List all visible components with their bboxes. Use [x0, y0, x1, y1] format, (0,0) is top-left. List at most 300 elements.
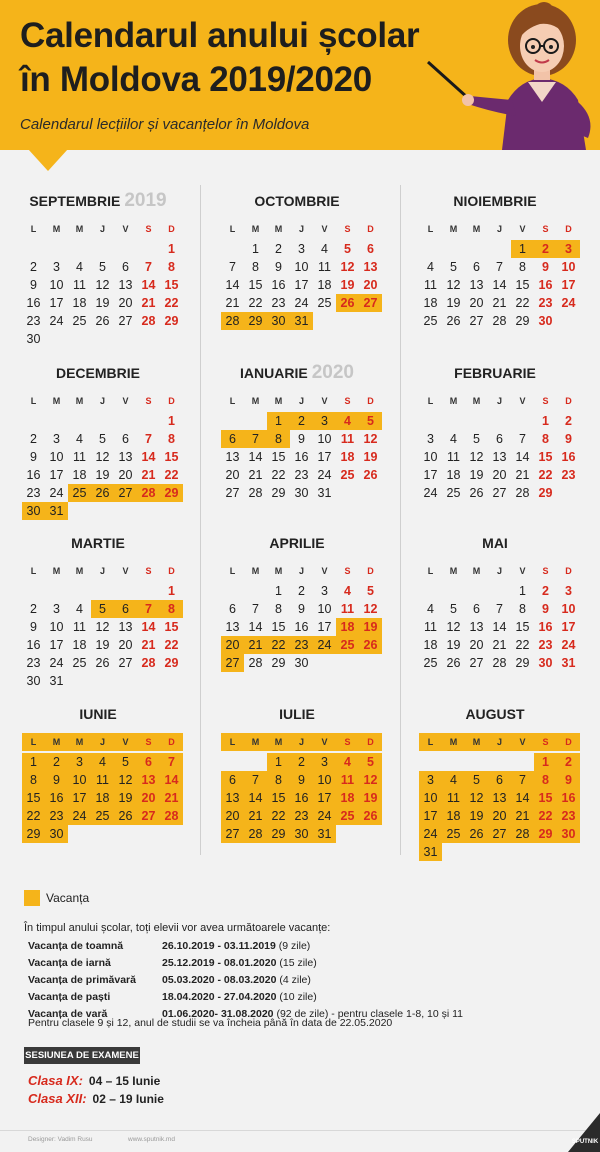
month-nioiembrie: [405, 190, 585, 355]
day-cell: 16: [290, 789, 313, 807]
day-cell: 10: [49, 620, 64, 634]
day-cell: 1: [519, 584, 526, 598]
weekday-label: L: [30, 396, 37, 406]
month-label: IULIE: [279, 706, 315, 722]
day-cell: 18: [91, 789, 114, 807]
day-cell: 21: [492, 638, 507, 652]
day-cell: 13: [221, 789, 244, 807]
day-cell: 28: [141, 314, 156, 328]
day-cell: 24: [68, 807, 91, 825]
weekday-label: J: [298, 224, 304, 234]
day-cell: 21: [225, 296, 240, 310]
month-name: [207, 532, 387, 554]
day-cell: 17: [49, 638, 64, 652]
weekday-label: M: [449, 396, 458, 406]
day-cell: 5: [359, 412, 382, 430]
day-cell: 25: [423, 656, 438, 670]
day-cell: 11: [73, 278, 86, 292]
day-cell: 16: [26, 638, 41, 652]
weekday-label: S: [344, 396, 351, 406]
day-cell: 8: [519, 260, 526, 274]
weekday-label: V: [511, 733, 534, 751]
month-martie: [8, 532, 188, 697]
day-cell: 4: [427, 602, 434, 616]
day-cell: 14: [492, 620, 507, 634]
day-cell: 26: [446, 656, 461, 670]
day-cell: 4: [427, 260, 434, 274]
day-cell: 23: [290, 636, 313, 654]
day-cell: 2: [290, 753, 313, 771]
day-cell: 16: [294, 620, 309, 634]
day-cell: 22: [164, 468, 179, 482]
day-cell: 17: [313, 789, 336, 807]
weekday-label: L: [22, 733, 45, 751]
site-credit: www.sputnik.md: [128, 1136, 175, 1143]
day-cell: 15: [22, 789, 45, 807]
day-cell: 5: [465, 771, 488, 789]
day-cell: 5: [114, 753, 137, 771]
day-cell: 16: [561, 450, 576, 464]
vacation-dates: [162, 955, 317, 972]
day-cell: 23: [538, 638, 553, 652]
day-cell: 31: [45, 502, 68, 520]
day-cell: 15: [538, 450, 553, 464]
weekday-label: M: [52, 396, 61, 406]
day-cell: 26: [359, 636, 382, 654]
weekday-label: L: [229, 566, 236, 576]
day-cell: 8: [168, 432, 175, 446]
day-cell: 7: [145, 432, 152, 446]
day-cell: 3: [565, 584, 572, 598]
day-cell: 17: [68, 789, 91, 807]
day-cell: 29: [538, 486, 553, 500]
graduation-note: Pentru clasele 9 și 12, anul de studii se va încheia până în data de 22.05.2020: [28, 1017, 393, 1029]
day-cell: 23: [538, 296, 553, 310]
day-cell: 8: [22, 771, 45, 789]
day-cell: 29: [244, 312, 267, 330]
day-cell: 18: [340, 450, 355, 464]
day-cell: 19: [359, 618, 382, 636]
page-title: [20, 14, 419, 102]
day-cell: 13: [118, 620, 133, 634]
weekday-label: D: [565, 396, 572, 406]
day-cell: 21: [141, 468, 156, 482]
day-cell: 8: [267, 771, 290, 789]
weekday-label: M: [472, 566, 481, 576]
day-cell: 1: [22, 753, 45, 771]
month-name: [405, 190, 585, 212]
day-cell: 23: [561, 468, 576, 482]
day-cell: 21: [515, 468, 530, 482]
day-cell: 4: [450, 432, 457, 446]
weekday-label: S: [344, 566, 351, 576]
month-ianuarie: [207, 362, 387, 527]
day-cell: 15: [164, 278, 179, 292]
weekday-label: D: [565, 224, 572, 234]
exam-row: [28, 1090, 164, 1108]
day-cell: 19: [114, 789, 137, 807]
day-cell: 10: [313, 771, 336, 789]
day-cell: 29: [515, 314, 530, 328]
day-cell: 11: [336, 771, 359, 789]
day-cell: 15: [248, 278, 263, 292]
vacation-name: Vacanța de paști: [28, 991, 111, 1003]
day-cell: 2: [30, 260, 37, 274]
day-cell: 7: [496, 260, 503, 274]
exam-session-tag: SESIUNEA DE EXAMENE: [24, 1047, 140, 1064]
day-cell: 8: [275, 602, 282, 616]
day-cell: 1: [168, 584, 175, 598]
day-cell: 14: [141, 620, 156, 634]
day-cell: 2: [298, 584, 305, 598]
day-cell: 14: [248, 450, 263, 464]
day-cell: 21: [492, 296, 507, 310]
day-cell: 6: [137, 753, 160, 771]
day-cell: 28: [160, 807, 183, 825]
day-cell: 24: [313, 636, 336, 654]
day-cell: 30: [538, 656, 553, 670]
day-cell: 23: [26, 656, 41, 670]
day-cell: 12: [363, 432, 378, 446]
month-mai: [405, 532, 585, 697]
day-cell: 10: [294, 260, 309, 274]
day-cell: 6: [229, 602, 236, 616]
day-cell: 30: [290, 825, 313, 843]
day-cell: 30: [294, 486, 309, 500]
day-cell: 8: [267, 430, 290, 448]
vacation-duration: (92 de zile) - pentru clasele 1-8, 10 și 11: [273, 1008, 464, 1020]
day-cell: 11: [424, 620, 437, 634]
weekday-label: S: [145, 224, 152, 234]
day-cell: 23: [45, 807, 68, 825]
day-cell: 6: [114, 600, 137, 618]
day-cell: 10: [561, 260, 576, 274]
weekday-label: V: [122, 396, 129, 406]
weekday-label: M: [244, 733, 267, 751]
vacation-date-range: 18.04.2020 - 27.04.2020: [162, 991, 277, 1003]
day-cell: 18: [336, 789, 359, 807]
weekday-label: S: [145, 566, 152, 576]
vacation-duration: (4 zile): [276, 974, 311, 986]
vacation-legend-swatch: [24, 890, 40, 906]
day-cell: 5: [99, 432, 106, 446]
day-cell: 9: [30, 278, 37, 292]
weekday-label: D: [168, 566, 175, 576]
day-cell: 7: [496, 602, 503, 616]
day-cell: 10: [561, 602, 576, 616]
weekday-label: J: [496, 224, 502, 234]
weekday-label: S: [534, 733, 557, 751]
month-iulie: [207, 703, 387, 868]
day-cell: 31: [49, 674, 64, 688]
day-cell: 18: [336, 618, 359, 636]
weekday-label: M: [75, 224, 84, 234]
day-cell: 20: [221, 636, 244, 654]
month-label: MAI: [482, 535, 508, 551]
day-cell: 27: [118, 656, 133, 670]
day-cell: 17: [561, 278, 576, 292]
weekday-label: M: [465, 733, 488, 751]
day-cell: 29: [271, 656, 286, 670]
day-cell: 9: [45, 771, 68, 789]
day-cell: 3: [53, 260, 60, 274]
day-cell: 14: [244, 789, 267, 807]
weekday-label: M: [267, 733, 290, 751]
day-cell: 9: [30, 620, 37, 634]
vacation-name: Vacanța de vară: [28, 1008, 108, 1020]
day-cell: 1: [168, 242, 175, 256]
month-label: OCTOMBRIE: [254, 193, 340, 209]
day-cell: 21: [141, 638, 156, 652]
weekday-label: J: [298, 566, 304, 576]
weekday-label: J: [496, 566, 502, 576]
day-cell: 3: [68, 753, 91, 771]
day-cell: 22: [538, 468, 553, 482]
day-cell: 13: [225, 450, 240, 464]
day-cell: 13: [363, 260, 378, 274]
column-divider: [400, 185, 401, 855]
weekday-label: J: [99, 224, 105, 234]
day-cell: 7: [145, 260, 152, 274]
weekday-label: M: [251, 566, 260, 576]
day-cell: 19: [469, 468, 484, 482]
day-cell: 12: [446, 620, 461, 634]
day-cell: 12: [446, 278, 461, 292]
month-name: [207, 703, 387, 725]
month-label: NIOIEMBRIE: [453, 193, 537, 209]
day-cell: 28: [248, 486, 263, 500]
day-cell: 14: [225, 278, 240, 292]
weekday-label: D: [557, 733, 580, 751]
day-cell: 1: [252, 242, 259, 256]
day-cell: 17: [561, 620, 576, 634]
day-cell: 25: [423, 314, 438, 328]
day-cell: 22: [271, 468, 286, 482]
day-cell: 18: [423, 296, 438, 310]
day-cell: 5: [359, 753, 382, 771]
day-cell: 24: [49, 314, 64, 328]
day-cell: 12: [95, 620, 110, 634]
day-cell: 24: [419, 825, 442, 843]
weekday-label: V: [321, 224, 328, 234]
day-cell: 11: [442, 789, 465, 807]
day-cell: 2: [565, 414, 572, 428]
weekday-label: M: [449, 566, 458, 576]
weekday-label: S: [145, 396, 152, 406]
vacation-name: Vacanța de primăvară: [28, 974, 136, 986]
day-cell: 4: [76, 432, 83, 446]
vacation-duration: (15 zile): [276, 957, 317, 969]
day-cell: 4: [336, 753, 359, 771]
day-cell: 22: [515, 638, 530, 652]
weekday-label: D: [367, 396, 374, 406]
month-label: IUNIE: [79, 706, 117, 722]
month-label: FEBRUARIE: [454, 365, 536, 381]
month-name: [8, 532, 188, 554]
day-cell: 19: [446, 296, 461, 310]
weekday-label: V: [321, 566, 328, 576]
vacation-dates: [162, 972, 311, 989]
weekday-label: D: [168, 396, 175, 406]
weekday-label: V: [313, 733, 336, 751]
day-cell: 9: [542, 260, 549, 274]
day-cell: 25: [442, 825, 465, 843]
day-cell: 19: [363, 450, 378, 464]
day-cell: 14: [248, 620, 263, 634]
day-cell: 2: [542, 584, 549, 598]
day-cell: 1: [542, 414, 549, 428]
weekday-label: V: [519, 566, 526, 576]
day-cell: 22: [22, 807, 45, 825]
weekday-label: M: [274, 396, 283, 406]
day-cell: 22: [267, 636, 290, 654]
day-cell: 7: [160, 753, 183, 771]
day-cell: 30: [557, 825, 580, 843]
day-cell: 7: [137, 600, 160, 618]
day-cell: 20: [225, 468, 240, 482]
day-cell: 9: [298, 602, 305, 616]
day-cell: 4: [76, 260, 83, 274]
weekday-label: S: [542, 566, 549, 576]
day-cell: 12: [95, 278, 110, 292]
logo-text: SPUTNIK: [571, 1139, 599, 1145]
weekday-label: L: [229, 396, 236, 406]
day-cell: 25: [91, 807, 114, 825]
month-august: [405, 703, 585, 868]
day-cell: 28: [511, 825, 534, 843]
day-cell: 21: [244, 636, 267, 654]
day-cell: 3: [53, 602, 60, 616]
weekday-label: J: [290, 733, 313, 751]
day-cell: 18: [317, 278, 332, 292]
weekday-label: S: [336, 733, 359, 751]
day-cell: 30: [538, 314, 553, 328]
month-year: 2019: [124, 190, 167, 211]
month-octombrie: [207, 190, 387, 355]
day-cell: 31: [561, 656, 576, 670]
day-cell: 22: [164, 296, 179, 310]
day-cell: 8: [534, 771, 557, 789]
vacation-date-range: 05.03.2020 - 08.03.2020: [162, 974, 277, 986]
weekday-label: S: [542, 224, 549, 234]
title-line-1: Calendarul anului școlar: [20, 16, 420, 55]
day-cell: 29: [160, 484, 183, 502]
day-cell: 28: [492, 656, 507, 670]
day-cell: 13: [118, 450, 133, 464]
day-cell: 2: [30, 602, 37, 616]
day-cell: 8: [168, 260, 175, 274]
weekday-label: J: [488, 733, 511, 751]
day-cell: 6: [221, 430, 244, 448]
weekday-label: L: [427, 224, 434, 234]
day-cell: 2: [45, 753, 68, 771]
day-cell: 10: [49, 278, 64, 292]
day-cell: 8: [160, 600, 183, 618]
day-cell: 17: [49, 468, 64, 482]
day-cell: 7: [244, 771, 267, 789]
weekday-label: M: [45, 733, 68, 751]
day-cell: 11: [447, 450, 460, 464]
day-cell: 18: [442, 807, 465, 825]
day-cell: 10: [423, 450, 438, 464]
day-cell: 9: [557, 771, 580, 789]
day-cell: 20: [363, 278, 378, 292]
month-label: APRILIE: [269, 535, 325, 551]
day-cell: 28: [492, 314, 507, 328]
day-cell: 21: [511, 807, 534, 825]
day-cell: 22: [164, 638, 179, 652]
day-cell: 18: [72, 468, 87, 482]
day-cell: 2: [275, 242, 282, 256]
day-cell: 13: [137, 771, 160, 789]
day-cell: 7: [252, 602, 259, 616]
day-cell: 30: [26, 674, 41, 688]
day-cell: 1: [275, 584, 282, 598]
day-cell: 16: [538, 620, 553, 634]
day-cell: 27: [488, 825, 511, 843]
day-cell: 13: [492, 450, 507, 464]
day-cell: 5: [473, 432, 480, 446]
vacation-duration: (9 zile): [275, 940, 311, 952]
day-cell: 20: [221, 807, 244, 825]
day-cell: 13: [118, 278, 133, 292]
month-name: [8, 362, 188, 384]
day-cell: 27: [221, 654, 244, 672]
weekday-label: J: [99, 566, 105, 576]
day-cell: 21: [160, 789, 183, 807]
day-cell: 8: [542, 432, 549, 446]
vacation-intro: În timpul anului școlar, toți elevii vor avea următoarele vacanțe:: [24, 922, 331, 934]
day-cell: 17: [317, 450, 332, 464]
weekday-label: M: [52, 566, 61, 576]
day-cell: 29: [164, 314, 179, 328]
calendar-grid: [0, 180, 600, 860]
day-cell: 16: [271, 278, 286, 292]
day-cell: 31: [313, 825, 336, 843]
day-cell: 18: [72, 296, 87, 310]
day-cell: 3: [313, 412, 336, 430]
day-cell: 26: [446, 314, 461, 328]
day-cell: 19: [446, 638, 461, 652]
month-aprilie: [207, 532, 387, 697]
day-cell: 29: [515, 656, 530, 670]
day-cell: 16: [45, 789, 68, 807]
day-cell: 28: [221, 312, 244, 330]
day-cell: 12: [465, 789, 488, 807]
day-cell: 9: [565, 432, 572, 446]
day-cell: 15: [271, 620, 286, 634]
day-cell: 17: [423, 468, 438, 482]
day-cell: 8: [252, 260, 259, 274]
day-cell: 28: [244, 825, 267, 843]
day-cell: 20: [137, 789, 160, 807]
weekday-label: V: [321, 396, 328, 406]
day-cell: 20: [118, 296, 133, 310]
day-cell: 12: [95, 450, 110, 464]
day-cell: 22: [534, 807, 557, 825]
teacher-illustration: [420, 0, 600, 150]
day-cell: 5: [450, 602, 457, 616]
day-cell: 24: [313, 807, 336, 825]
day-cell: 25: [72, 656, 87, 670]
month-name: [8, 190, 188, 212]
weekday-label: L: [30, 224, 37, 234]
exam-dates: 04 – 15 Iunie: [88, 1074, 161, 1088]
day-cell: 12: [469, 450, 484, 464]
day-cell: 21: [141, 296, 156, 310]
vacation-dates: [162, 938, 310, 955]
day-cell: 7: [229, 260, 236, 274]
